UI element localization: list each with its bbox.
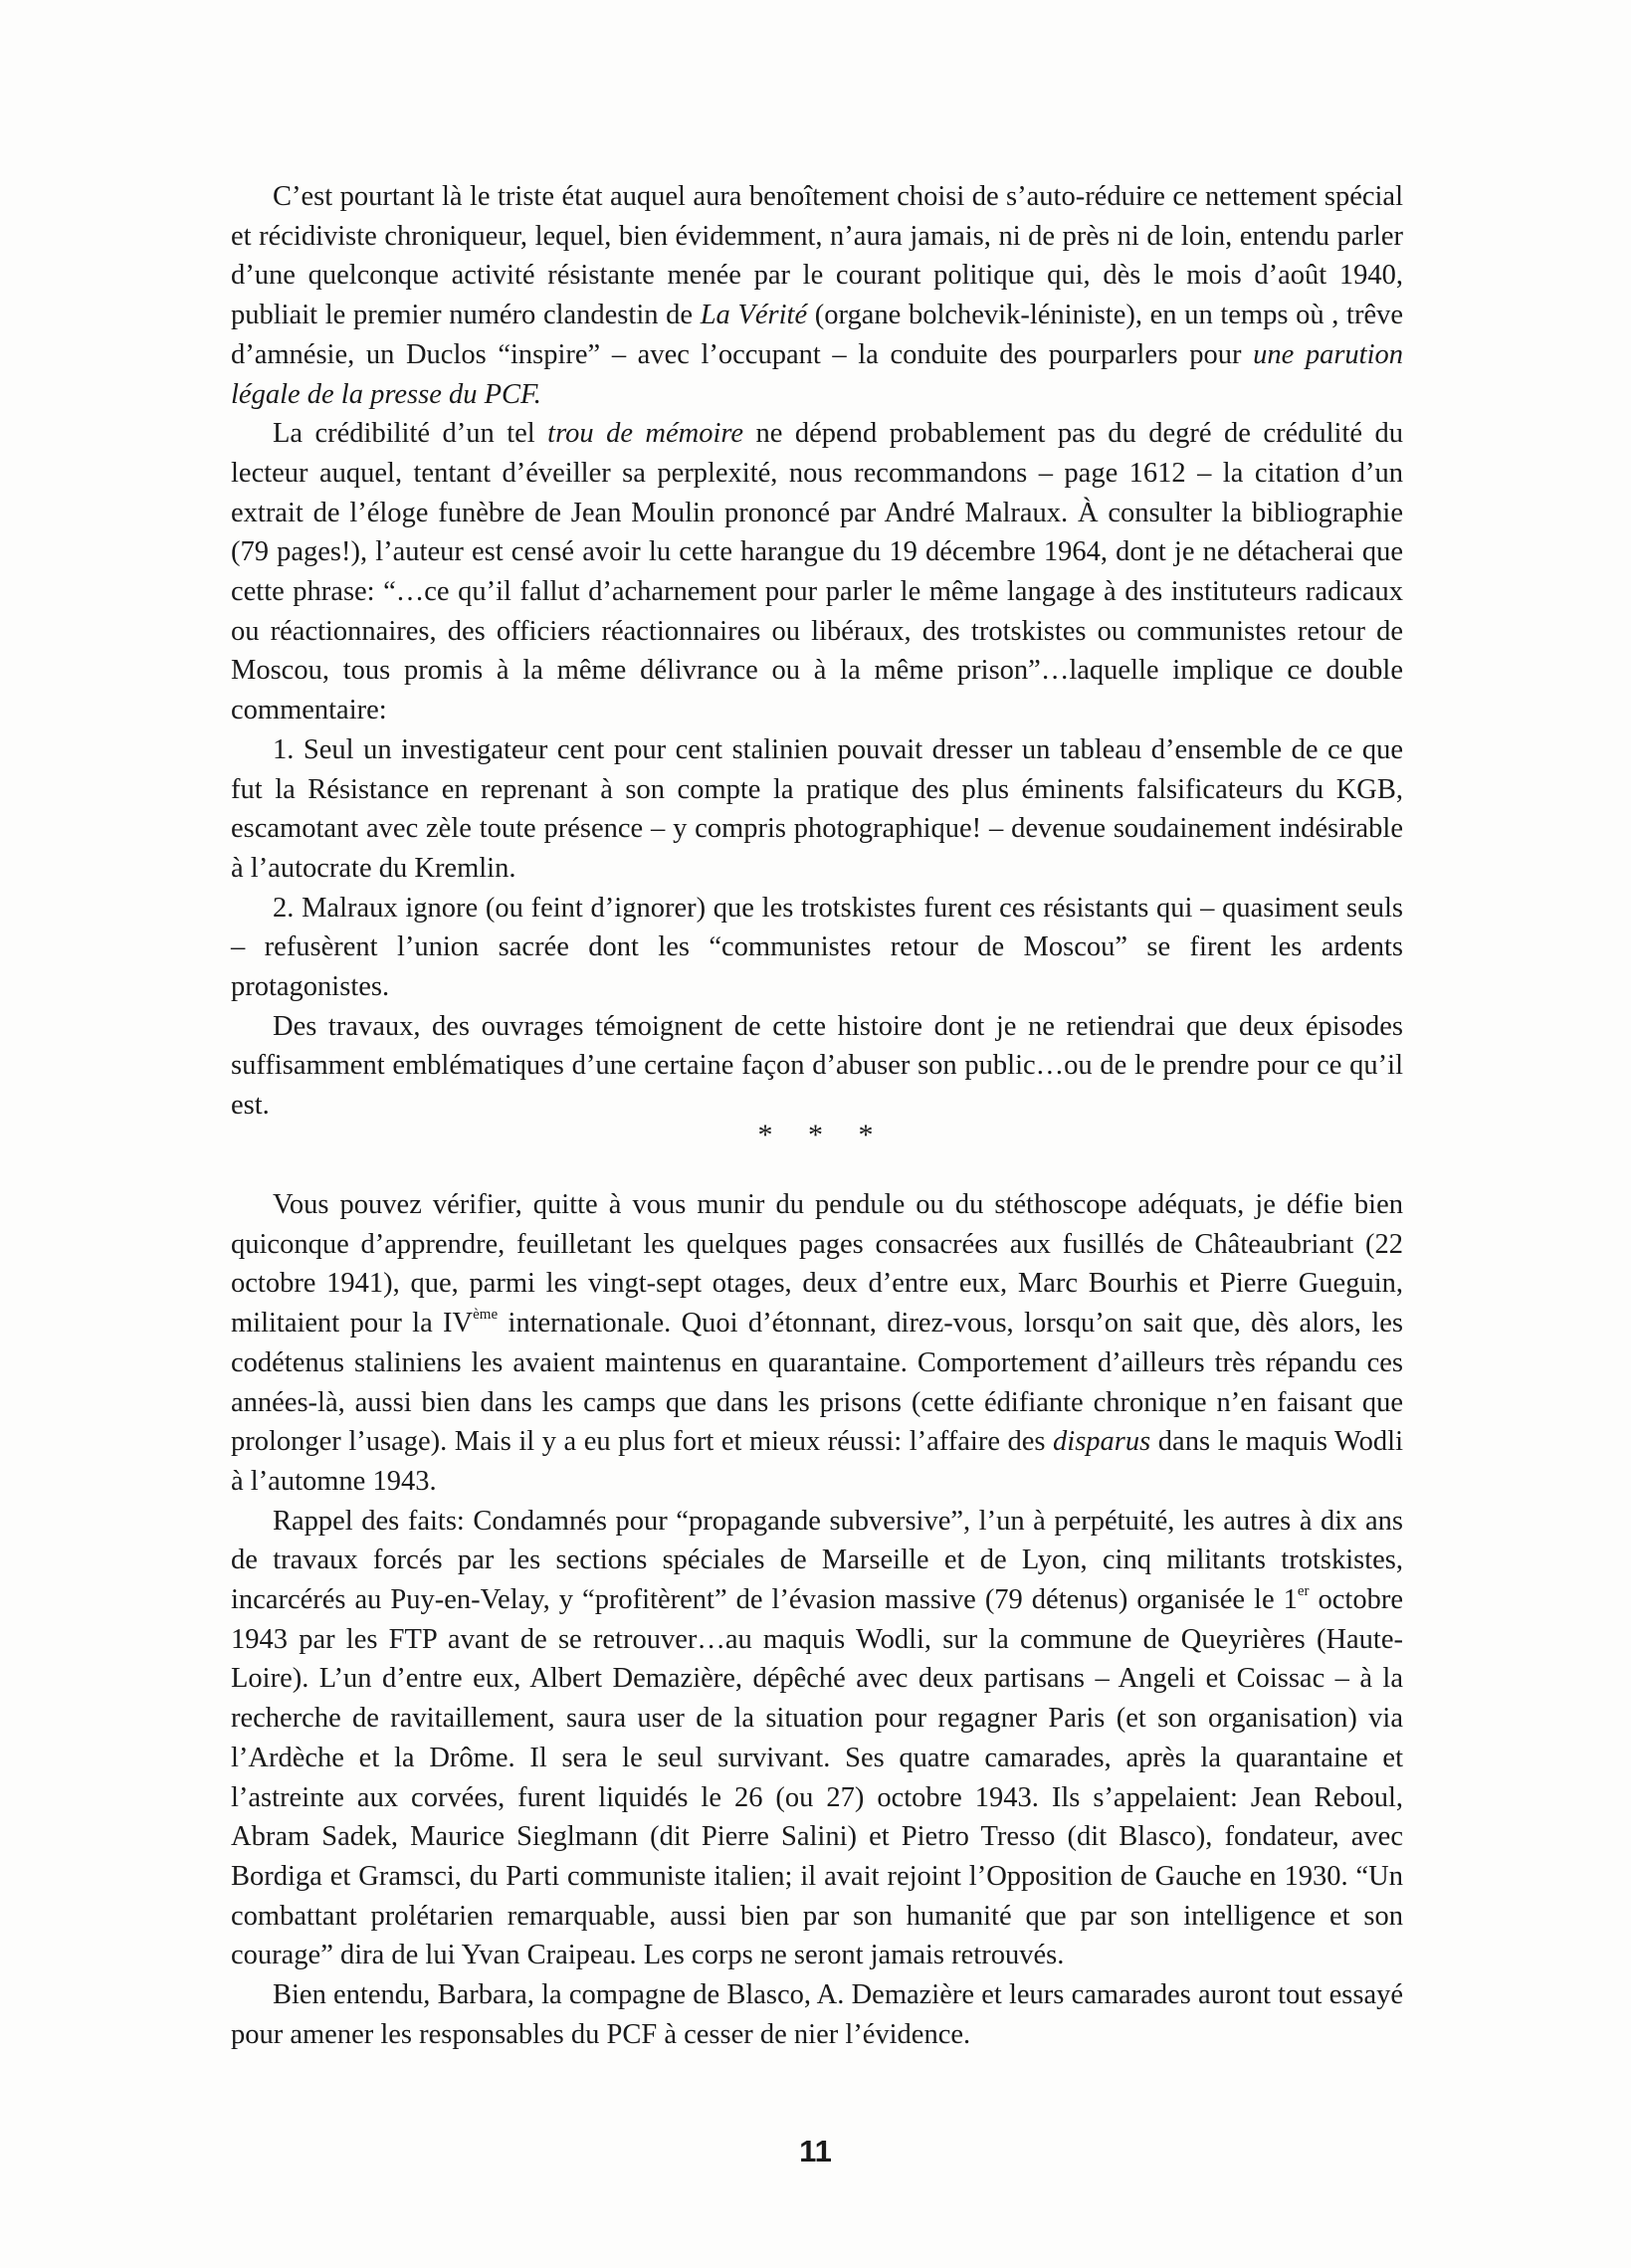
emphasized-text: trou de mémoire [547,418,744,450]
list-item [231,730,1403,889]
paragraph-text: La crédibilité d’un tel [273,418,548,450]
paragraph-text: dans le maquis Wodli à l’automne 1943. [231,1426,1403,1497]
paragraph-text: Rappel des faits: Condamnés pour “propagande subversive”, l’un à perpétuité, les autres à dix ans de travaux forcés par les sections spéciales de Marseille et de Lyon, cinq militants trotskistes, incarcérés au Puy-en-Velay, y “profitèrent” de l’évasion massive (79 détenus) organisée le 1 [231,1505,1403,1616]
section-two [231,1185,1403,2054]
paragraph-text: (organe bolchevik-léniniste), en un temps où , trêve d’amnésie, un Duclos “inspire” – avec l’occupant – la conduite des pourparlers pour [231,300,1403,370]
paragraph-text: 2. Malraux ignore (ou feint d’ignorer) que les trotskistes furent ces résistants qui – quasiment seuls – refusèrent l’union sacrée dont les “communistes retour de Moscou” se firent les ardents protagonistes. [231,892,1403,1003]
superscript: ème [473,1307,499,1324]
paragraph [231,1502,1403,1975]
emphasized-text: une parution légale de la presse du PCF. [231,338,1404,410]
paragraph [231,1185,1403,1502]
page-number: 11 [799,2134,832,2168]
paragraph-text: ne dépend probablement pas du degré de crédulité du lecteur auquel, tentant d’éveiller sa perplexité, nous recommandons – page 1612 – la citation d’un extrait de l’éloge funèbre de Jean Moulin prononcé par André Malraux. À consulter la bibliographie (79 pages!), l’auteur est censé avoir lu cette harangue du 19 décembre 1964, dont je ne détacherai que cette phrase: “…ce qu’il fallut d’acharnement pour parler le même langage à des instituteurs radicaux ou réactionnaires, des officiers réactionnaires ou libéraux, des trotskistes ou communistes retour de Moscou, tous promis à la même délivrance ou à la même prison”…laquelle implique ce double commentaire: [231,418,1403,726]
paragraph [231,414,1403,730]
paragraph [231,1975,1403,2054]
section-one [231,177,1403,1126]
paragraph-text: octobre 1943 par les FTP avant de se retrouver…au maquis Wodli, sur la commune de Queyrières (Haute-Loire). L’un d’entre eux, Albert Demazière, dépêché avec deux partisans – Angeli et Coissac – à la recherche de ravitaillement, saura user de la situation pour regagner Paris (et son organisation) via l’Ardèche et la Drôme. Il sera le seul survivant. Ses quatre camarades, après la quarantaine et l’astreinte aux corvées, furent liquidés le 26 (ou 27) octobre 1943. Ils s’appelaient: Jean Reboul, Abram Sadek, Maurice Sieglmann (dit Pierre Salini) et Pietro Tresso (dit Blasco), fondateur, avec Bordiga et Gramsci, du Parti communiste italien; il avait rejoint l’Opposition de Gauche en 1930. “Un combattant prolétarien remarquable, aussi bien par son humanité que par son intelligence et son courage” dira de lui Yvan Craipeau. Les corps ne seront jamais retrouvés. [231,1584,1403,1971]
superscript: er [1297,1583,1310,1600]
paragraph [231,177,1403,414]
paragraph-text: 1. Seul un investigateur cent pour cent stalinien pouvait dresser un tableau d’ensemble de ce que fut la Résistance en reprenant à son compte la pratique des plus éminents falsificateurs du KGB, escamotant avec zèle toute présence – y compris photographique! – devenue soudainement indésirable à l’autocrate du Kremlin. [231,733,1403,884]
emphasized-text: disparus [1053,1426,1151,1458]
list-item [231,889,1403,1007]
paragraph [231,1007,1403,1126]
paragraph-text: internationale. Quoi d’étonnant, direz-vous, lorsqu’on sait que, dès alors, les codétenus staliniens les avaient maintenus en quarantaine. Comportement d’ailleurs très répandu ces années-là, aussi bien dans les camps que dans les prisons (cette édifiante chronique n’en faisant que prolonger l’usage). Mais il y a eu plus fort et mieux réussi: l’affaire des [231,1308,1403,1458]
newspaper-title: La Vérité [700,300,808,331]
paragraph-text: Des travaux, des ouvrages témoignent de cette histoire dont je ne retiendrai que deux épisodes suffisamment emblématiques d’une certaine façon d’abuser son public…ou de le prendre pour ce qu’il est. [231,1010,1403,1122]
section-separator: * * * [757,1119,874,1151]
paragraph-text: C’est pourtant là le triste état auquel aura benoîtement choisi de s’auto-réduire ce nettement spécial et récidiviste chroniqueur, lequel, bien évidemment, n’aura jamais, ni de près ni de loin, entendu parler d’une quelconque activité résistante menée par le courant politique qui, dès le mois d’août 1940, publiait le premier numéro clandestin de [231,181,1403,331]
paragraph-text: Bien entendu, Barbara, la compagne de Blasco, A. Demazière et leurs camarades auront tout essayé pour amener les responsables du PCF à cesser de nier l’évidence. [231,1979,1403,2050]
paragraph-text: Vous pouvez vérifier, quitte à vous munir du pendule ou du stéthoscope adéquats, je défie bien quiconque d’apprendre, feuilletant les quelques pages consacrées aux fusillés de Châteaubriant (22 octobre 1941), que, parmi les vingt-sept otages, deux d’entre eux, Marc Bourhis et Pierre Gueguin, militaient pour la IV [231,1189,1403,1340]
